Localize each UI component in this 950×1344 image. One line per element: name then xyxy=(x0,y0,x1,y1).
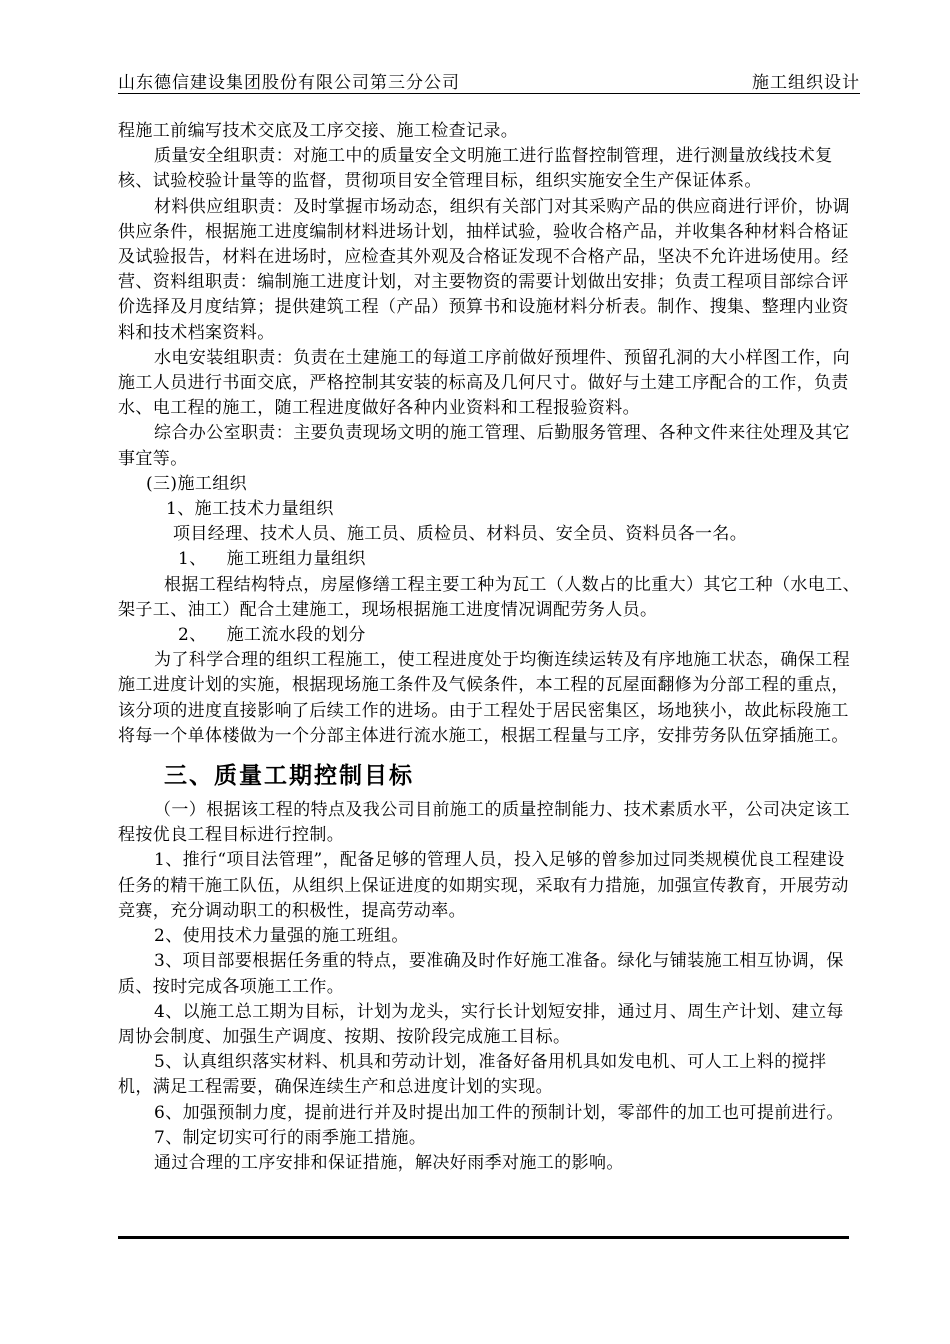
list-item-2: 2、使用技术力量强的施工班组。 xyxy=(154,926,409,947)
document-body xyxy=(118,119,860,1176)
list-item-3: 3、项目部要根据任务重的特点，要准确及时作好施工准备。绿化与铺装施工相互协调，保质、按时完成各项施工工作。 xyxy=(118,951,844,997)
heading-team-force-text: 施工班组力量组织 xyxy=(226,549,366,570)
paragraph-quality-goal: （一）根据该工程的特点及我公司目前施工的质量控制能力、技术素质水平，公司决定该工程按优良工程目标进行控制。 xyxy=(118,800,850,846)
footer-rule xyxy=(118,1236,849,1239)
list-item-6: 6、加强预制力度，提前进行并及时提出加工件的预制计划，零部件的加工也可提前进行。 xyxy=(154,1102,844,1123)
paragraph-flow-section: 为了科学合理的组织工程施工，使工程进度处于均衡连续运转及有序地施工状态，确保工程施工进度计划的实施，根据现场施工条件及气候条件，本工程的瓦屋面翻修为分部工程的重点，该分项的进度直接影响了后续工作的进场。由于工程处于居民密集区，场地狭小，故此标段施工将每一个单体楼做为一个分部主体进行流水施工，根据工程量与工序，安排劳务队伍穿插施工。 xyxy=(118,650,850,746)
header-doc-type: 施工组织设计 xyxy=(752,73,860,93)
paragraph-plumbing-electric: 水电安装组职责：负责在土建施工的每道工序前做好预埋件、预留孔洞的大小样图工作，向施工人员进行书面交底，严格控制其安装的标高及几何尺寸。做好与土建工序配合的工作，负责水、电工程的施工，随工程进度做好各种内业资料和工程报验资料。 xyxy=(118,347,850,419)
list-item-5: 5、认真组织落实材料、机具和劳动计划，准备好备用机具如发电机、可人工上料的搅拌机，满足工程需要，确保连续生产和总进度计划的实现。 xyxy=(118,1052,827,1098)
header-rule xyxy=(118,93,860,94)
paragraph-material-supply: 材料供应组职责：及时掌握市场动态，组织有关部门对其采购产品的供应商进行评价，协调供应条件，根据施工进度编制材料进场计划，抽样试验，验收合格产品，并收集各种材料合格证及试验报告，材料在进场时，应检查其外观及合格证发现不合格产品，坚决不允许进场使用。经营、资料组职责：编制施工进度计划，对主要物资的需要计划做出安排；负责工程项目部综合评价选择及月度结算；提供建筑工程（产品）预算书和设施材料分析表。制作、搜集、整理内业资料和技术档案资料。 xyxy=(118,196,850,343)
paragraph-quality-safety: 质量安全组职责：对施工中的质量安全文明施工进行监督控制管理，进行测量放线技术复核、试验校验计量等的监督，贯彻项目安全管理目标，组织实施安全生产保证体系。 xyxy=(118,146,833,192)
heading-team-force-number: 1、 xyxy=(178,549,207,570)
paragraph-tech-force: 项目经理、技术人员、施工员、质检员、材料员、安全员、资料员各一名。 xyxy=(173,524,748,545)
heading-flow-section xyxy=(118,623,860,648)
list-item-4: 4、以施工总工期为目标，计划为龙头，实行长计划短安排，通过月、周生产计划、建立每周协会制度、加强生产调度、按期、按阶段完成施工目标。 xyxy=(118,1001,844,1047)
heading-flow-section-text: 施工流水段的划分 xyxy=(226,625,366,646)
section-title-quality-schedule: 三、质量工期控制目标 xyxy=(164,763,414,790)
page-header xyxy=(118,66,860,94)
header-company: 山东德信建设集团股份有限公司第三分公司 xyxy=(118,73,460,93)
heading-tech-force: 1、施工技术力量组织 xyxy=(166,499,334,520)
list-item-7: 7、制定切实可行的雨季施工措施。 xyxy=(154,1127,427,1148)
list-item-1: 1、推行“项目法管理”，配备足够的管理人员，投入足够的曾参加过同类规模优良工程建设任务的精干施工队伍，从组织上保证进度的如期实现，采取有力措施，加强宣传教育，开展劳动竞赛，充分调动职工的积极性，提高劳动率。 xyxy=(118,850,849,921)
paragraph-team-force: 根据工程结构特点，房屋修缮工程主要工种为瓦工（人数占的比重大）其它工种（水电工、架子工、油工）配合土建施工，现场根据施工进度情况调配劳务人员。 xyxy=(118,574,860,620)
paragraph-general-office: 综合办公室职责：主要负责现场文明的施工管理、后勤服务管理、各种文件来往处理及其它事宜等。 xyxy=(118,423,850,469)
paragraph-rainy-season: 通过合理的工序安排和保证措施，解决好雨季对施工的影响。 xyxy=(154,1152,624,1173)
heading-flow-section-number: 2、 xyxy=(178,625,207,646)
paragraph-continued: 程施工前编写技术交底及工序交接、施工检查记录。 xyxy=(118,121,519,141)
heading-team-force xyxy=(118,547,860,572)
heading-construction-org: (三)施工组织 xyxy=(146,473,248,494)
